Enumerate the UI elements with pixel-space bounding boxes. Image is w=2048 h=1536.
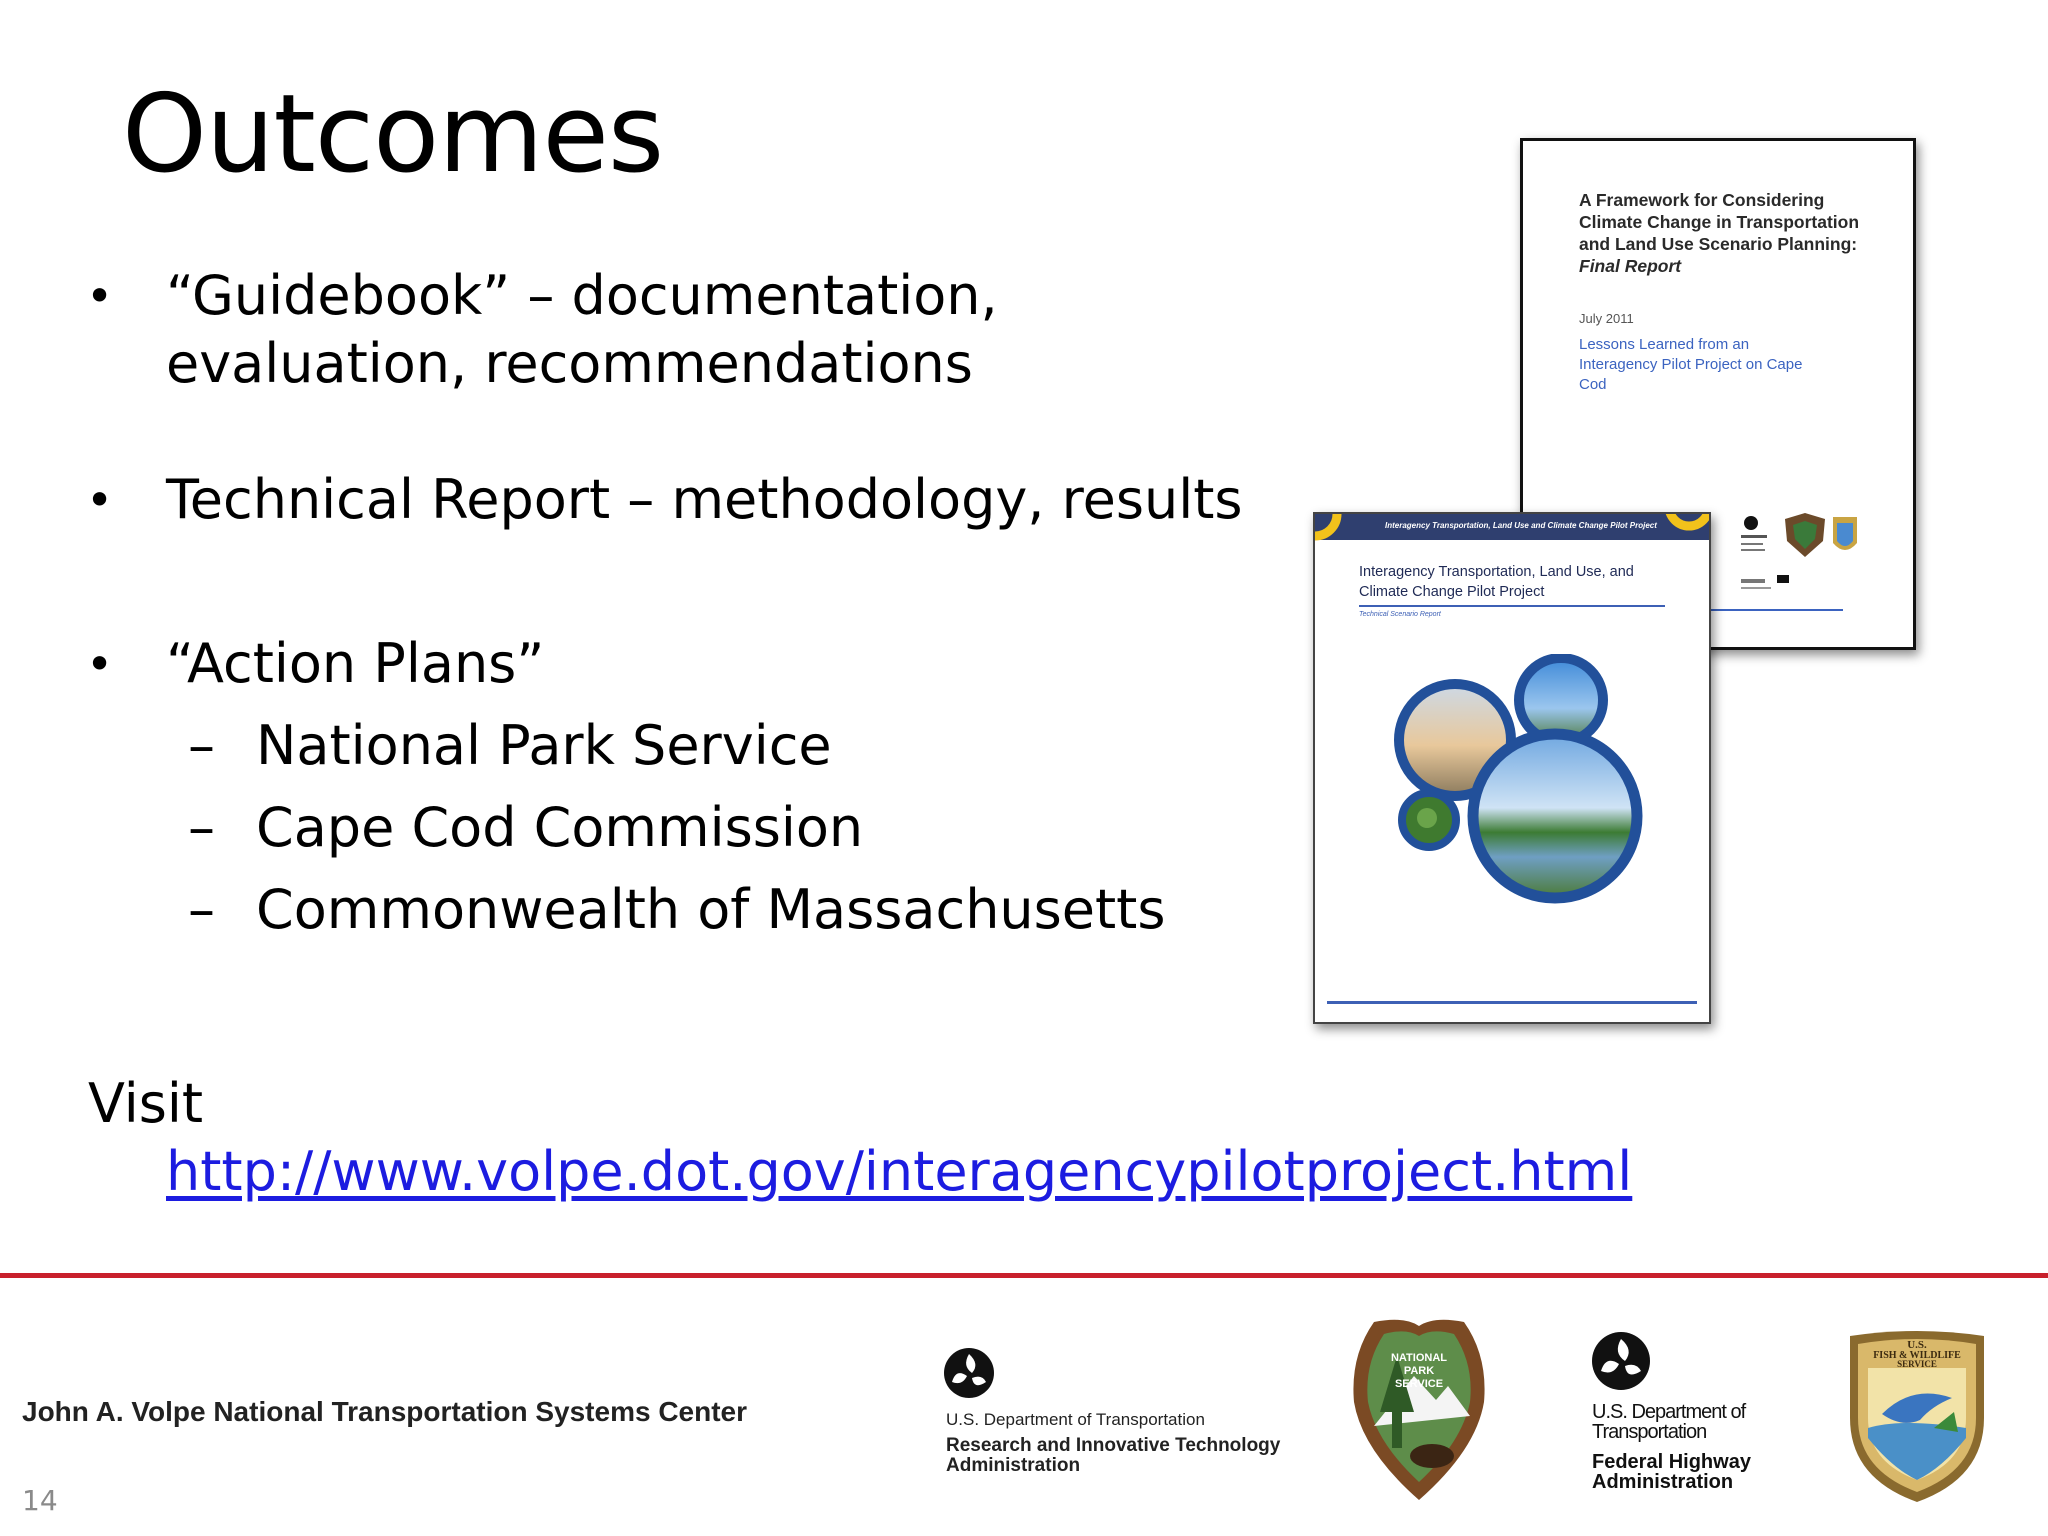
technical-report-title: Interagency Transportation, Land Use, and Climate Change Pilot Project bbox=[1359, 564, 1634, 600]
dot-triskelion-icon bbox=[942, 1346, 996, 1400]
slide-title: Outcomes bbox=[122, 72, 664, 197]
sub-bullet-nps bbox=[84, 712, 1314, 780]
technical-report-cover bbox=[1313, 512, 1711, 1024]
bullet-dot: • bbox=[86, 473, 114, 527]
bullet-dot: • bbox=[86, 269, 114, 323]
dash-marker: – bbox=[188, 714, 215, 777]
dash-marker: – bbox=[188, 878, 215, 941]
final-report-title-text: A Framework for Considering Climate Change in Transportation and Land Use Scenario Planning: bbox=[1579, 190, 1860, 254]
technical-report-band bbox=[1315, 514, 1709, 540]
sub-bullet-text: Cape Cod Commission bbox=[256, 796, 864, 859]
rita-line1: U.S. Department of Transportation bbox=[946, 1410, 1205, 1429]
fhwa-triskelion-icon bbox=[1590, 1330, 1652, 1392]
fhwa-line2: Federal Highway Administration bbox=[1592, 1451, 1751, 1493]
dash-marker: – bbox=[188, 796, 215, 859]
nps-text: PARK bbox=[1403, 1365, 1435, 1377]
bullet-text: “Guidebook” – documentation, evaluation, recommendations bbox=[166, 264, 998, 395]
fws-text: SERVICE bbox=[1897, 1359, 1937, 1369]
bullet-text: Technical Report – methodology, results bbox=[166, 468, 1243, 531]
bullet-guidebook bbox=[84, 262, 1314, 398]
sub-bullet-text: National Park Service bbox=[256, 714, 832, 777]
technical-report-subtitle: Technical Scenario Report bbox=[1359, 611, 1441, 618]
nps-arrowhead-icon bbox=[1344, 1316, 1494, 1502]
sub-bullet-ccc bbox=[84, 794, 1314, 862]
technical-report-band-text: Interagency Transportation, Land Use and Climate Change Pilot Project bbox=[1385, 521, 1657, 530]
bullet-text: “Action Plans” bbox=[166, 632, 545, 695]
project-link[interactable]: http://www.volpe.dot.gov/interagencypilotproject.html bbox=[166, 1140, 1633, 1203]
final-report-logos-icon bbox=[1741, 513, 1891, 603]
nps-text: NATIONAL bbox=[1390, 1352, 1448, 1364]
yellow-ring-left-icon bbox=[1313, 512, 1351, 550]
footer-divider bbox=[0, 1273, 2048, 1278]
photo-collage-icon bbox=[1391, 654, 1651, 914]
technical-report-rule bbox=[1359, 605, 1665, 607]
final-report-title bbox=[1579, 189, 1879, 277]
bullet-technical-report bbox=[84, 466, 1314, 534]
page-number: 14 bbox=[22, 1484, 58, 1517]
final-report-title-italic: Final Report bbox=[1579, 256, 1682, 276]
bullet-list bbox=[84, 262, 1314, 944]
fws-text: FISH & WILDLIFE bbox=[1873, 1350, 1961, 1361]
sub-bullet-mass bbox=[84, 876, 1314, 944]
nps-text: SERVICE bbox=[1394, 1378, 1444, 1390]
fws-text: U.S. bbox=[1907, 1339, 1927, 1351]
usfws-shield-icon bbox=[1842, 1328, 1992, 1504]
visit-block bbox=[88, 1070, 1632, 1206]
bullet-dot: • bbox=[86, 637, 114, 691]
rita-line2: Research and Innovative Technology Administration bbox=[946, 1435, 1281, 1476]
final-report-lessons: Lessons Learned from an Interagency Pilot Project on Cape Cod bbox=[1579, 336, 1803, 393]
yellow-ring-right-icon bbox=[1661, 512, 1711, 548]
visit-label: Visit bbox=[88, 1072, 204, 1135]
technical-report-bottom-rule bbox=[1327, 1001, 1697, 1004]
final-report-rule bbox=[1703, 609, 1843, 611]
final-report-date: July 2011 bbox=[1579, 311, 1634, 326]
bullet-action-plans bbox=[84, 630, 1314, 698]
sub-bullet-text: Commonwealth of Massachusetts bbox=[256, 878, 1166, 941]
fhwa-line1: U.S. Department of Transportation bbox=[1592, 1401, 1746, 1443]
volpe-center-name: John A. Volpe National Transportation Systems Center bbox=[22, 1396, 748, 1427]
